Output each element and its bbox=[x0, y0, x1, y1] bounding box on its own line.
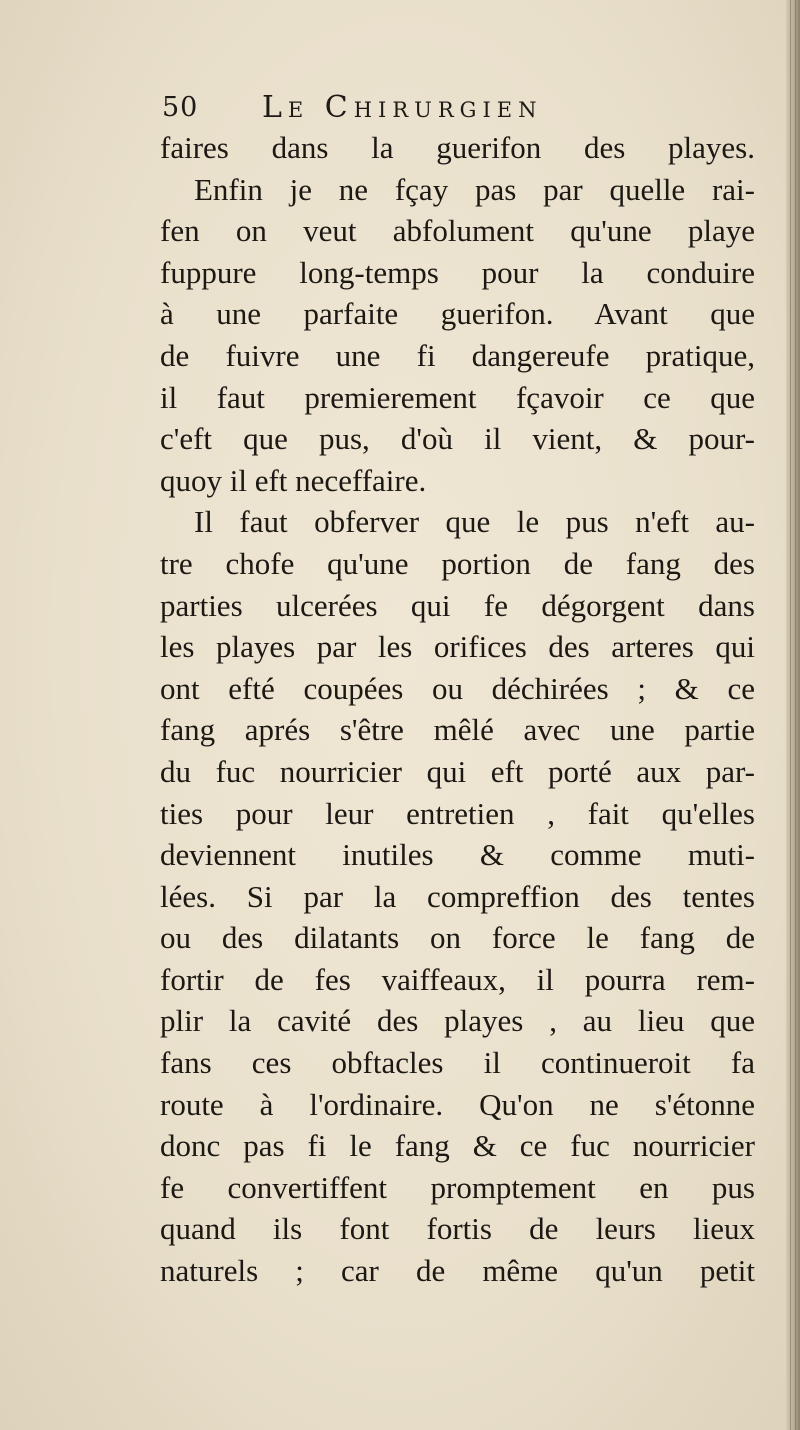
page-number: 50 bbox=[162, 92, 199, 123]
text-line: lées. Si par la compreffion des tentes bbox=[160, 878, 755, 914]
running-head: Le Chirurgien bbox=[262, 90, 543, 125]
text-line: tre chofe qu'une portion de fang des bbox=[160, 545, 755, 581]
text-line: de fuivre une fi dangereufe pratique, bbox=[160, 337, 755, 373]
text-line: à une parfaite guerifon. Avant que bbox=[160, 296, 755, 332]
text-line: du fuc nourricier qui eft porté aux par- bbox=[160, 753, 755, 789]
text-line: deviennent inutiles & comme muti- bbox=[160, 837, 755, 873]
text-line: ou des dilatants on force le fang de bbox=[160, 920, 755, 956]
text-line: les playes par les orifices des arteres qui bbox=[160, 629, 755, 665]
text-line: c'eft que pus, d'où il vient, & pour- bbox=[160, 421, 755, 457]
text-line: ont efté coupées ou déchirées ; & ce bbox=[160, 670, 755, 706]
text-line: route à l'ordinaire. Qu'on ne s'étonne bbox=[160, 1086, 755, 1122]
text-line: quoy il eft neceffaire. bbox=[160, 462, 427, 498]
text-line: Enfin je ne fçay pas par quelle rai- bbox=[194, 171, 755, 207]
page-header bbox=[162, 92, 752, 132]
body-text bbox=[160, 127, 755, 1292]
text-line: fortir de fes vaiffeaux, il pourra rem- bbox=[160, 961, 755, 997]
text-line: naturels ; car de même qu'un petit bbox=[160, 1253, 755, 1289]
text-line: fans ces obftacles il continueroit fa bbox=[160, 1045, 755, 1081]
text-line: fuppure long-temps pour la conduire bbox=[160, 254, 755, 290]
text-line: ties pour leur entretien , fait qu'elles bbox=[160, 795, 755, 831]
text-line: donc pas fi le fang & ce fuc nourricier bbox=[160, 1128, 755, 1164]
text-line: fe convertiffent promptement en pus bbox=[160, 1169, 755, 1205]
text-line: plir la cavité des playes , au lieu que bbox=[160, 1003, 755, 1039]
text-line: faires dans la guerifon des playes. bbox=[160, 130, 755, 165]
text-line: il faut premierement fçavoir ce que bbox=[160, 379, 755, 415]
page-edge bbox=[786, 0, 800, 1430]
text-line: parties ulcerées qui fe dégorgent dans bbox=[160, 587, 755, 623]
text-line: fen on veut abfolument qu'une playe bbox=[160, 213, 755, 249]
text-line: Il faut obferver que le pus n'eft au- bbox=[194, 504, 755, 540]
text-line: fang aprés s'être mêlé avec une partie bbox=[160, 712, 755, 748]
text-line: quand ils font fortis de leurs lieux bbox=[160, 1211, 755, 1247]
